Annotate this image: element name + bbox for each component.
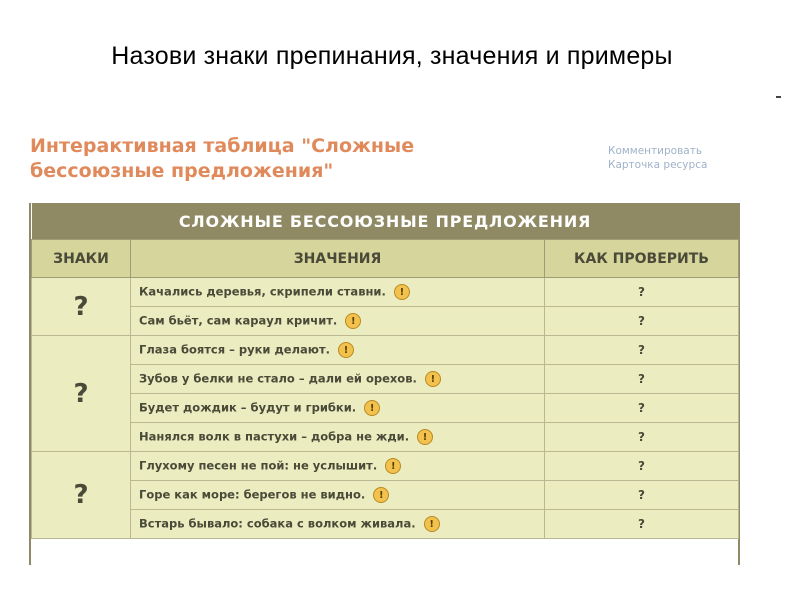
info-icon[interactable]: ! — [345, 313, 361, 329]
example-cell — [131, 481, 545, 510]
info-icon[interactable]: ! — [373, 487, 389, 503]
check-cell[interactable]: ? — [545, 278, 739, 307]
example-cell — [131, 307, 545, 336]
example-cell — [131, 394, 545, 423]
example-text: Нанялся волк в пастухи – добра не жди. — [139, 429, 410, 444]
table-row — [32, 452, 739, 481]
table-row — [32, 423, 739, 452]
table-row — [32, 365, 739, 394]
punctuation-sign-cell[interactable]: ? — [32, 336, 131, 452]
resource-title-line-2: бессоюзные предложения" — [30, 160, 334, 182]
example-cell — [131, 278, 545, 307]
example-cell — [131, 452, 545, 481]
info-icon[interactable]: ! — [385, 458, 401, 474]
info-icon[interactable]: ! — [394, 284, 410, 300]
check-cell[interactable]: ? — [545, 336, 739, 365]
info-icon[interactable]: ! — [417, 429, 433, 445]
column-header-check: КАК ПРОВЕРИТЬ — [545, 240, 739, 278]
check-cell[interactable]: ? — [545, 365, 739, 394]
decorative-dash — [776, 96, 781, 98]
punctuation-table — [29, 203, 740, 565]
example-text: Будет дождик – будут и грибки. — [139, 400, 357, 415]
example-text: Зубов у белки не стало – дали ей орехов. — [139, 371, 417, 386]
example-text: Встарь бывало: собака с волком живала. — [139, 516, 416, 531]
check-cell[interactable]: ? — [545, 394, 739, 423]
info-icon[interactable]: ! — [364, 400, 380, 416]
table-row — [32, 307, 739, 336]
table-heading-row — [32, 203, 739, 240]
table-row — [32, 336, 739, 365]
punctuation-sign-cell[interactable]: ? — [32, 278, 131, 336]
check-cell[interactable]: ? — [545, 481, 739, 510]
check-cell[interactable]: ? — [545, 510, 739, 539]
table-grid — [31, 203, 739, 539]
comment-link[interactable]: Комментировать — [608, 145, 703, 157]
example-cell — [131, 510, 545, 539]
table-heading: СЛОЖНЫЕ БЕССОЮЗНЫЕ ПРЕДЛОЖЕНИЯ — [32, 203, 739, 240]
example-text: Глухому песен не пой: не услышит. — [139, 458, 378, 473]
example-text: Горе как море: берегов не видно. — [139, 487, 366, 502]
resource-title — [30, 134, 590, 184]
column-header-row — [32, 240, 739, 278]
table-row — [32, 394, 739, 423]
table-row — [32, 510, 739, 539]
info-icon[interactable]: ! — [425, 371, 441, 387]
resource-title-line-1: Интерактивная таблица "Сложные — [30, 135, 415, 157]
column-header-meanings: ЗНАЧЕНИЯ — [131, 240, 545, 278]
check-cell[interactable]: ? — [545, 423, 739, 452]
example-cell — [131, 365, 545, 394]
example-text: Глаза боятся – руки делают. — [139, 342, 330, 357]
info-icon[interactable]: ! — [424, 516, 440, 532]
check-cell[interactable]: ? — [545, 307, 739, 336]
resource-links — [608, 144, 707, 172]
example-cell — [131, 423, 545, 452]
check-cell[interactable]: ? — [545, 452, 739, 481]
slide-title: Назови знаки препинания, значения и примеры — [111, 42, 673, 70]
punctuation-sign-cell[interactable]: ? — [32, 452, 131, 539]
example-text: Качались деревья, скрипели ставни. — [139, 284, 386, 299]
example-text: Сам бьёт, сам караул кричит. — [139, 313, 338, 328]
table-row — [32, 278, 739, 307]
resource-card-link[interactable]: Карточка ресурса — [608, 159, 708, 171]
table-row — [32, 481, 739, 510]
example-cell — [131, 336, 545, 365]
info-icon[interactable]: ! — [338, 342, 354, 358]
column-header-signs: ЗНАКИ — [32, 240, 131, 278]
